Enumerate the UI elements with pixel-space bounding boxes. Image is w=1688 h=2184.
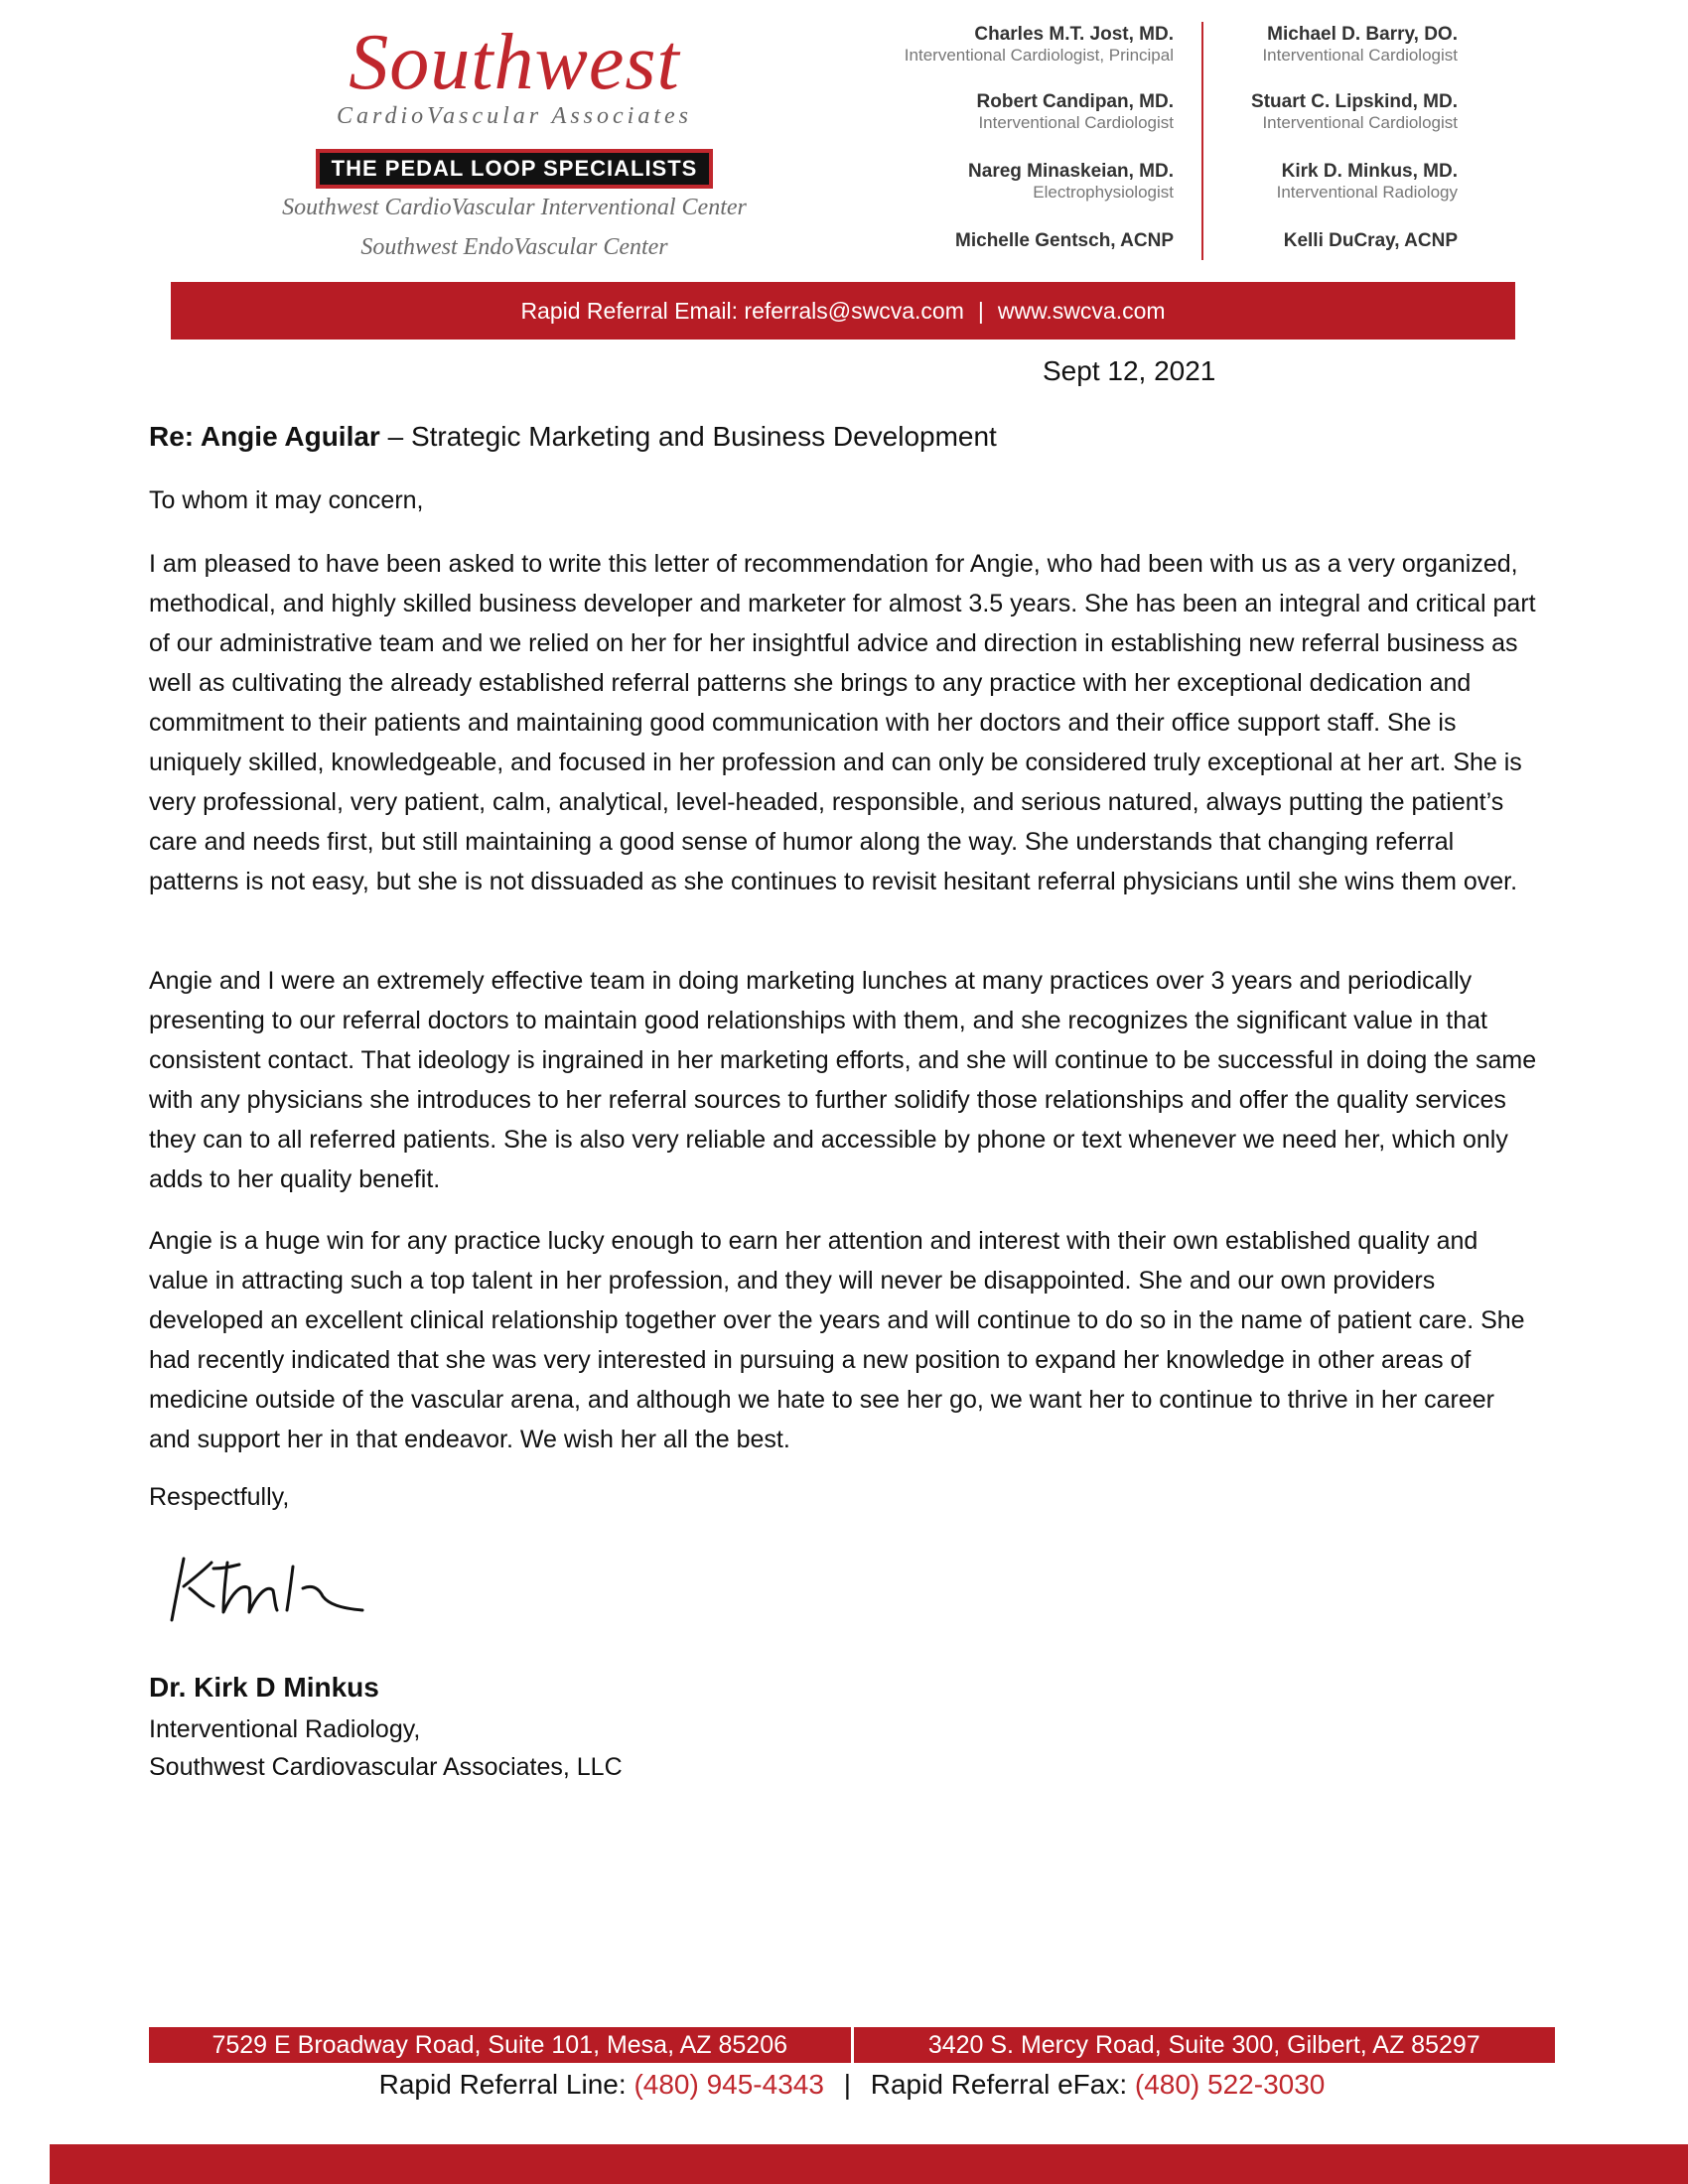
physician-entry [1060, 91, 1458, 132]
physician-title: Interventional Cardiologist, Principal [904, 46, 1174, 65]
website-link[interactable]: www.swcva.com [997, 298, 1166, 324]
physician-name: Robert Candipan, MD. [976, 91, 1174, 112]
efax-label: Rapid Referral eFax: [870, 2069, 1128, 2100]
footer-address-band [149, 2027, 1555, 2063]
logo-wordmark: Southwest [349, 19, 680, 106]
subject-role: – Strategic Marketing and Business Development [379, 421, 997, 452]
referral-line-phone[interactable]: (480) 945-4343 [633, 2069, 824, 2100]
footer-separator: | [843, 2069, 851, 2100]
signer-name: Dr. Kirk D Minkus [149, 1672, 379, 1703]
physician-title: Interventional Radiology [1276, 183, 1458, 202]
subject-line [149, 421, 997, 453]
salutation: To whom it may concern, [149, 486, 424, 514]
body-paragraph: I am pleased to have been asked to write this letter of recommendation for Angie, who had been with us as a very organized, methodical, and highly skilled business developer and marketer for almost 3.5 years. She has been an integral and critical part of our administrative team and we relied on her for her insightful advice and direction in establishing new referral business as well as cultivating the already established referral patterns she brings to any practice with her exceptional dedication and commitment to their patients and maintaining good communication with her doctors and their office support staff. She is uniquely skilled, knowledgeable, and focused in her profession and can only be considered truly exceptional at her art. She is very professional, very patient, calm, analytical, level-headed, responsible, and serious natured, always putting the patient’s care and needs first, but still maintaining a good sense of humor along the way. She understands that changing referral patterns is not easy, but she is not dissuaded as she continues to revisit hesitant referral physicians until she wins them over. [149, 550, 1536, 895]
signature-image [154, 1549, 372, 1628]
endovascular-center-name: Southwest EndoVascular Center [360, 234, 668, 260]
efax-phone[interactable]: (480) 522-3030 [1134, 2069, 1326, 2100]
physician-entry [1060, 24, 1458, 65]
letter-date: Sept 12, 2021 [1043, 355, 1216, 386]
physician-title: Electrophysiologist [1033, 183, 1174, 202]
banner-separator: | [977, 298, 984, 324]
logo-subtitle: CardioVascular Associates [336, 103, 692, 129]
physician-entry [1060, 230, 1458, 252]
body-paragraph: Angie is a huge win for any practice lucky enough to earn her attention and interest with their own established quality and value in attracting such a top talent in her profession, and they will never be disappointed. She and our own providers developed an excellent clinical relationship together over the years and will continue to do so in the name of patient care. She had recently indicated that she was very interested in pursuing a new position to expand her knowledge in other areas of medicine outside of the vascular arena, and although we hate to see her go, we want her to continue to thrive in her career and support her in that endeavor. We wish her all the best. [149, 1227, 1525, 1453]
physician-name: Kirk D. Minkus, MD. [1281, 161, 1458, 182]
signer-organization: Southwest Cardiovascular Associates, LLC [149, 1753, 623, 1781]
physician-name: Kelli DuCray, ACNP [1283, 230, 1458, 251]
physician-name: Michelle Gentsch, ACNP [955, 230, 1174, 251]
physician-name: Charles M.T. Jost, MD. [974, 24, 1174, 45]
company-logo [226, 18, 822, 260]
physician-title: Interventional Cardiologist [1262, 113, 1458, 132]
physician-title: Interventional Cardiologist [1262, 46, 1458, 65]
interventional-center-name: Southwest CardioVascular Interventional Center [282, 195, 747, 220]
gilbert-address: 3420 S. Mercy Road, Suite 300, Gilbert, AZ 85297 [927, 2031, 1480, 2059]
referral-email[interactable]: Rapid Referral Email: referrals@swcva.com [520, 298, 964, 324]
mesa-address: 7529 E Broadway Road, Suite 101, Mesa, AZ 85206 [211, 2031, 788, 2059]
physician-name: Stuart C. Lipskind, MD. [1251, 91, 1458, 112]
bottom-red-bar [50, 2144, 1688, 2184]
referral-line-label: Rapid Referral Line: [378, 2069, 627, 2100]
physician-name: Michael D. Barry, DO. [1267, 24, 1458, 45]
footer-contact-line [149, 2067, 1555, 2103]
closing: Respectfully, [149, 1483, 290, 1511]
physician-title: Interventional Cardiologist [978, 113, 1174, 132]
referral-banner [171, 282, 1515, 340]
physician-name: Nareg Minaskeian, MD. [968, 161, 1174, 182]
physician-entry [1060, 161, 1458, 202]
signer-title: Interventional Radiology, [149, 1715, 421, 1743]
subject-name: Re: Angie Aguilar [149, 421, 380, 452]
body-paragraph: Angie and I were an extremely effective team in doing marketing lunches at many practices over 3 years and periodically presenting to our referral doctors to maintain good relationships with them, and she recognizes the significant value in that consistent contact. That ideology is ingrained in her marketing efforts, and she will continue to be successful in doing the same with any physicians she introduces to her referral sources to further solidify those relationships and offer the quality services they can to all referred patients. She is also very reliable and accessible by phone or text whenever we need her, which only adds to her quality benefit. [149, 967, 1537, 1193]
logo-tagline: THE PEDAL LOOP SPECIALISTS [316, 149, 713, 189]
